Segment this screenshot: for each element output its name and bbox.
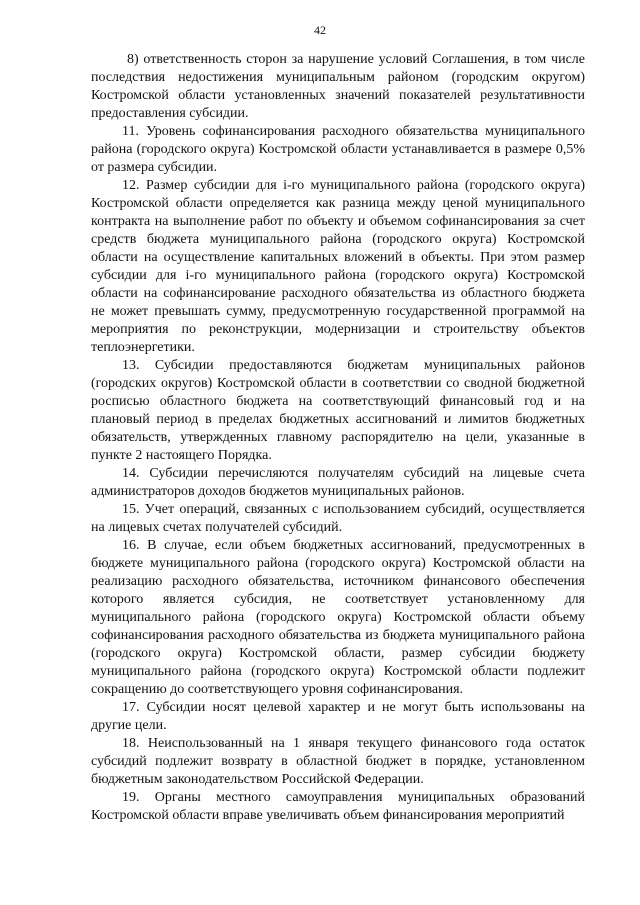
paragraph-item-8: 8) ответственность сторон за нарушение условий Соглашения, в том числе последствия недостижения муниципальным районом (городским округом) Костромской области установленных значений показателей результативности предоставления субсидии. (91, 52, 585, 121)
document-body (91, 51, 585, 825)
paragraph-item-17: 17. Субсидии носят целевой характер и не могут быть использованы на другие цели. (91, 700, 585, 733)
paragraph-item-18: 18. Неиспользованный на 1 января текущего финансового года остаток субсидий подлежит возврату в областной бюджет в порядке, установленном бюджетным законодательством Российской Федерации. (91, 736, 585, 787)
paragraph-item-14: 14. Субсидии перечисляются получателям субсидий на лицевые счета администраторов доходов бюджетов муниципальных районов. (91, 466, 585, 499)
page-number: 42 (314, 23, 326, 37)
paragraph-item-13: 13. Субсидии предоставляются бюджетам муниципальных районов (городских округов) Костромской области в соответствии со сводной бюджетной росписью областного бюджета на соответствующий финансовый год и на плановый период в пределах бюджетных ассигнований и лимитов бюджетных обязательств, утвержденных главному распорядителю на цели, указанные в пункте 2 настоящего Порядка. (91, 358, 585, 463)
paragraph-item-16: 16. В случае, если объем бюджетных ассигнований, предусмотренных в бюджете муниципального района (городского округа) Костромской области на реализацию расходного обязательства, источником финансового обеспечения которого является субсидия, не соответствует установленному для муниципального района (городского округа) Костромской области объему софинансирования расходного обязательства из бюджета муниципального района (городского округа) Костромской области, размер субсидии бюджету муниципального района (городского округа) Костромской области подлежит сокращению до соответствующего уровня софинансирования. (91, 538, 585, 697)
paragraph-item-12: 12. Размер субсидии для i-го муниципального района (городского округа) Костромской области определяется как разница между ценой муниципального контракта на выполнение работ по объекту и объемом софинансирования за счет средств бюджета муниципального района (городского округа) Костромской области на осуществление капитальных вложений в объекты. При этом размер субсидии для i-го муниципального района (городского округа) Костромской области на софинансирование расходного обязательства из областного бюджета не может превышать сумму, предусмотренную государственной программой на мероприятия по реконструкции, модернизации и строительству объектов теплоэнергетики. (91, 178, 585, 355)
paragraph-item-11: 11. Уровень софинансирования расходного обязательства муниципального района (городского округа) Костромской области устанавливается в размере 0,5% от размера субсидии. (91, 124, 585, 175)
paragraph-item-15: 15. Учет операций, связанных с использованием субсидий, осуществляется на лицевых счетах получателей субсидий. (91, 502, 585, 535)
paragraph-item-19: 19. Органы местного самоуправления муниципальных образований Костромской области вправе увеличивать объем финансирования мероприятий (91, 790, 585, 823)
